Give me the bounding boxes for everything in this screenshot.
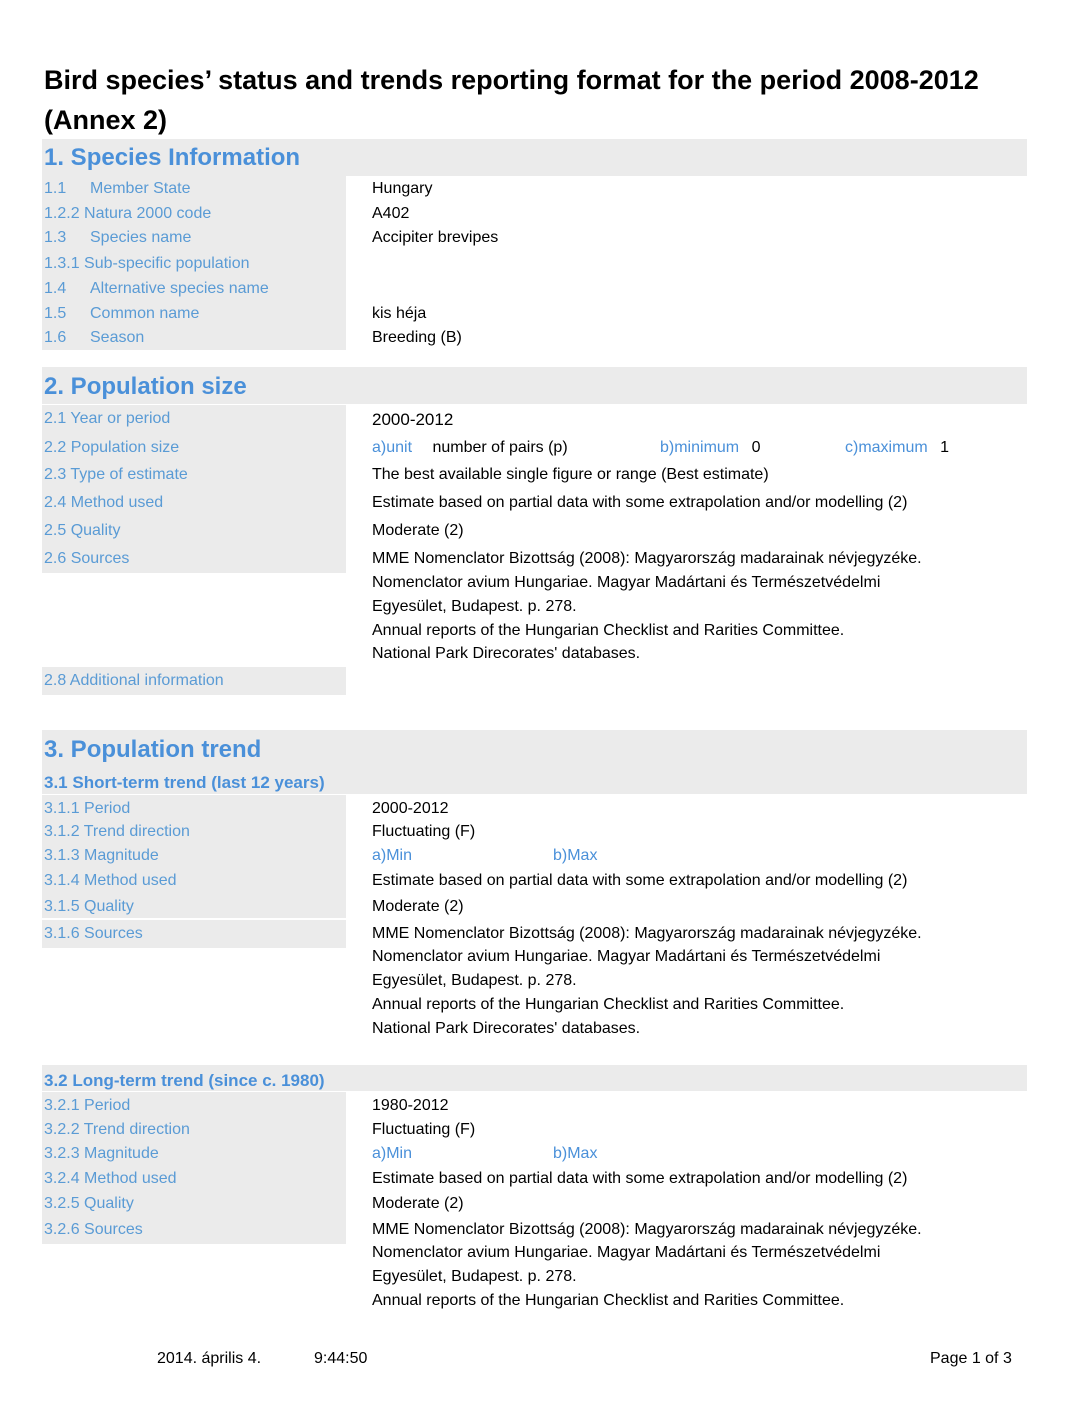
source-line: Annual reports of the Hungarian Checklist and Rarities Committee. — [372, 1292, 845, 1309]
maximum-value: 1 — [940, 439, 950, 456]
source-line: National Park Direcorates' databases. — [372, 645, 641, 662]
label-type-of-estimate: 2.3 Type of estimate — [44, 466, 188, 483]
value-type-of-estimate: The best available single figure or range (Best estimate) — [372, 466, 769, 483]
source-line: Nomenclator avium Hungariae. Magyar Madártani és Természetvédelmi — [372, 574, 881, 591]
value-long-quality: Moderate (2) — [372, 1195, 464, 1212]
section-3-heading: 3. Population trend — [44, 736, 262, 763]
source-line: Egyesület, Budapest. p. 278. — [372, 972, 577, 989]
value-long-period: 1980-2012 — [372, 1097, 449, 1114]
label-long-magnitude: 3.2.3 Magnitude — [44, 1145, 159, 1162]
label-short-sources: 3.1.6 Sources — [44, 925, 143, 942]
value-season: Breeding (B) — [372, 329, 462, 346]
label-long-quality: 3.2.5 Quality — [44, 1195, 134, 1212]
footer-page-number: Page 1 of 3 — [930, 1350, 1012, 1367]
section-2-heading: 2. Population size — [44, 373, 247, 400]
minimum-label: b)minimum — [660, 439, 740, 456]
long-term-heading: 3.2 Long-term trend (since c. 1980) — [44, 1071, 325, 1090]
value-short-method-used: Estimate based on partial data with some extrapolation and/or modelling (2) — [372, 872, 908, 889]
value-short-quality: Moderate (2) — [372, 898, 464, 915]
source-line: Egyesület, Budapest. p. 278. — [372, 1268, 577, 1285]
source-line: National Park Direcorates' databases. — [372, 1020, 641, 1037]
title-line-1: Bird species’ status and trends reporting format for the period 2008-2012 — [44, 65, 979, 95]
source-line: MME Nomenclator Bizottság (2008): Magyarország madarainak névjegyzéke. — [372, 925, 922, 942]
label-short-period: 3.1.1 Period — [44, 800, 131, 817]
minimum-value: 0 — [751, 439, 761, 456]
label-short-trend-direction: 3.1.2 Trend direction — [44, 823, 190, 840]
source-line: Nomenclator avium Hungariae. Magyar Madártani és Természetvédelmi — [372, 1244, 881, 1261]
value-natura-code: A402 — [372, 205, 410, 222]
label-short-method-used: 3.1.4 Method used — [44, 872, 177, 889]
unit-value: number of pairs (p) — [432, 439, 568, 456]
label-long-trend-direction: 3.2.2 Trend direction — [44, 1121, 190, 1138]
source-line: Nomenclator avium Hungariae. Magyar Madártani és Természetvédelmi — [372, 948, 881, 965]
value-species-name: Accipiter brevipes — [372, 229, 499, 246]
label-long-sources: 3.2.6 Sources — [44, 1221, 143, 1238]
label-population-size: 2.2 Population size — [44, 439, 180, 456]
source-line: MME Nomenclator Bizottság (2008): Magyarország madarainak névjegyzéke. — [372, 1221, 922, 1238]
long-min-label: a)Min — [372, 1145, 413, 1162]
minimum-group — [660, 439, 760, 457]
label-sub-specific-population: 1.3.1 Sub-specific population — [44, 255, 250, 272]
value-member-state: Hungary — [372, 180, 433, 197]
population-size-row — [372, 439, 568, 457]
label-season: 1.6 Season — [44, 329, 145, 346]
label-alternative-species-name: 1.4 Alternative species name — [44, 280, 269, 297]
short-term-heading: 3.1 Short-term trend (last 12 years) — [44, 773, 325, 792]
label-species-name: 1.3 Species name — [44, 229, 192, 246]
short-max-label: b)Max — [553, 847, 598, 864]
source-line: Annual reports of the Hungarian Checklist and Rarities Committee. — [372, 996, 845, 1013]
value-long-trend-direction: Fluctuating (F) — [372, 1121, 476, 1138]
label-common-name: 1.5 Common name — [44, 305, 200, 322]
section-1-heading: 1. Species Information — [44, 144, 301, 171]
value-year-or-period: 2000-2012 — [372, 410, 454, 429]
long-max-label: b)Max — [553, 1145, 598, 1162]
source-line: Egyesület, Budapest. p. 278. — [372, 598, 577, 615]
label-long-period: 3.2.1 Period — [44, 1097, 131, 1114]
source-line: Annual reports of the Hungarian Checklist and Rarities Committee. — [372, 622, 845, 639]
label-natura-code: 1.2.2 Natura 2000 code — [44, 205, 212, 222]
source-line: MME Nomenclator Bizottság (2008): Magyarország madarainak névjegyzéke. — [372, 550, 922, 567]
label-year-or-period: 2.1 Year or period — [44, 410, 171, 427]
value-common-name: kis héja — [372, 305, 427, 322]
footer-date: 2014. április 4. — [157, 1350, 262, 1367]
label-short-magnitude: 3.1.3 Magnitude — [44, 847, 159, 864]
value-short-trend-direction: Fluctuating (F) — [372, 823, 476, 840]
document-title — [44, 60, 1044, 140]
label-member-state: 1.1 Member State — [44, 180, 191, 197]
value-quality: Moderate (2) — [372, 522, 464, 539]
title-line-2: (Annex 2) — [44, 105, 168, 135]
footer-time: 9:44:50 — [314, 1350, 368, 1367]
label-additional-information: 2.8 Additional information — [44, 672, 224, 689]
maximum-group — [845, 439, 949, 457]
unit-label: a)unit — [372, 439, 413, 456]
label-method-used: 2.4 Method used — [44, 494, 164, 511]
value-short-period: 2000-2012 — [372, 800, 449, 817]
value-method-used: Estimate based on partial data with some extrapolation and/or modelling (2) — [372, 494, 908, 511]
label-long-method-used: 3.2.4 Method used — [44, 1170, 177, 1187]
label-short-quality: 3.1.5 Quality — [44, 898, 134, 915]
maximum-label: c)maximum — [845, 439, 928, 456]
label-quality: 2.5 Quality — [44, 522, 121, 539]
value-long-method-used: Estimate based on partial data with some extrapolation and/or modelling (2) — [372, 1170, 908, 1187]
short-min-label: a)Min — [372, 847, 413, 864]
label-sources: 2.6 Sources — [44, 550, 130, 567]
section-2-label-column — [42, 405, 346, 573]
